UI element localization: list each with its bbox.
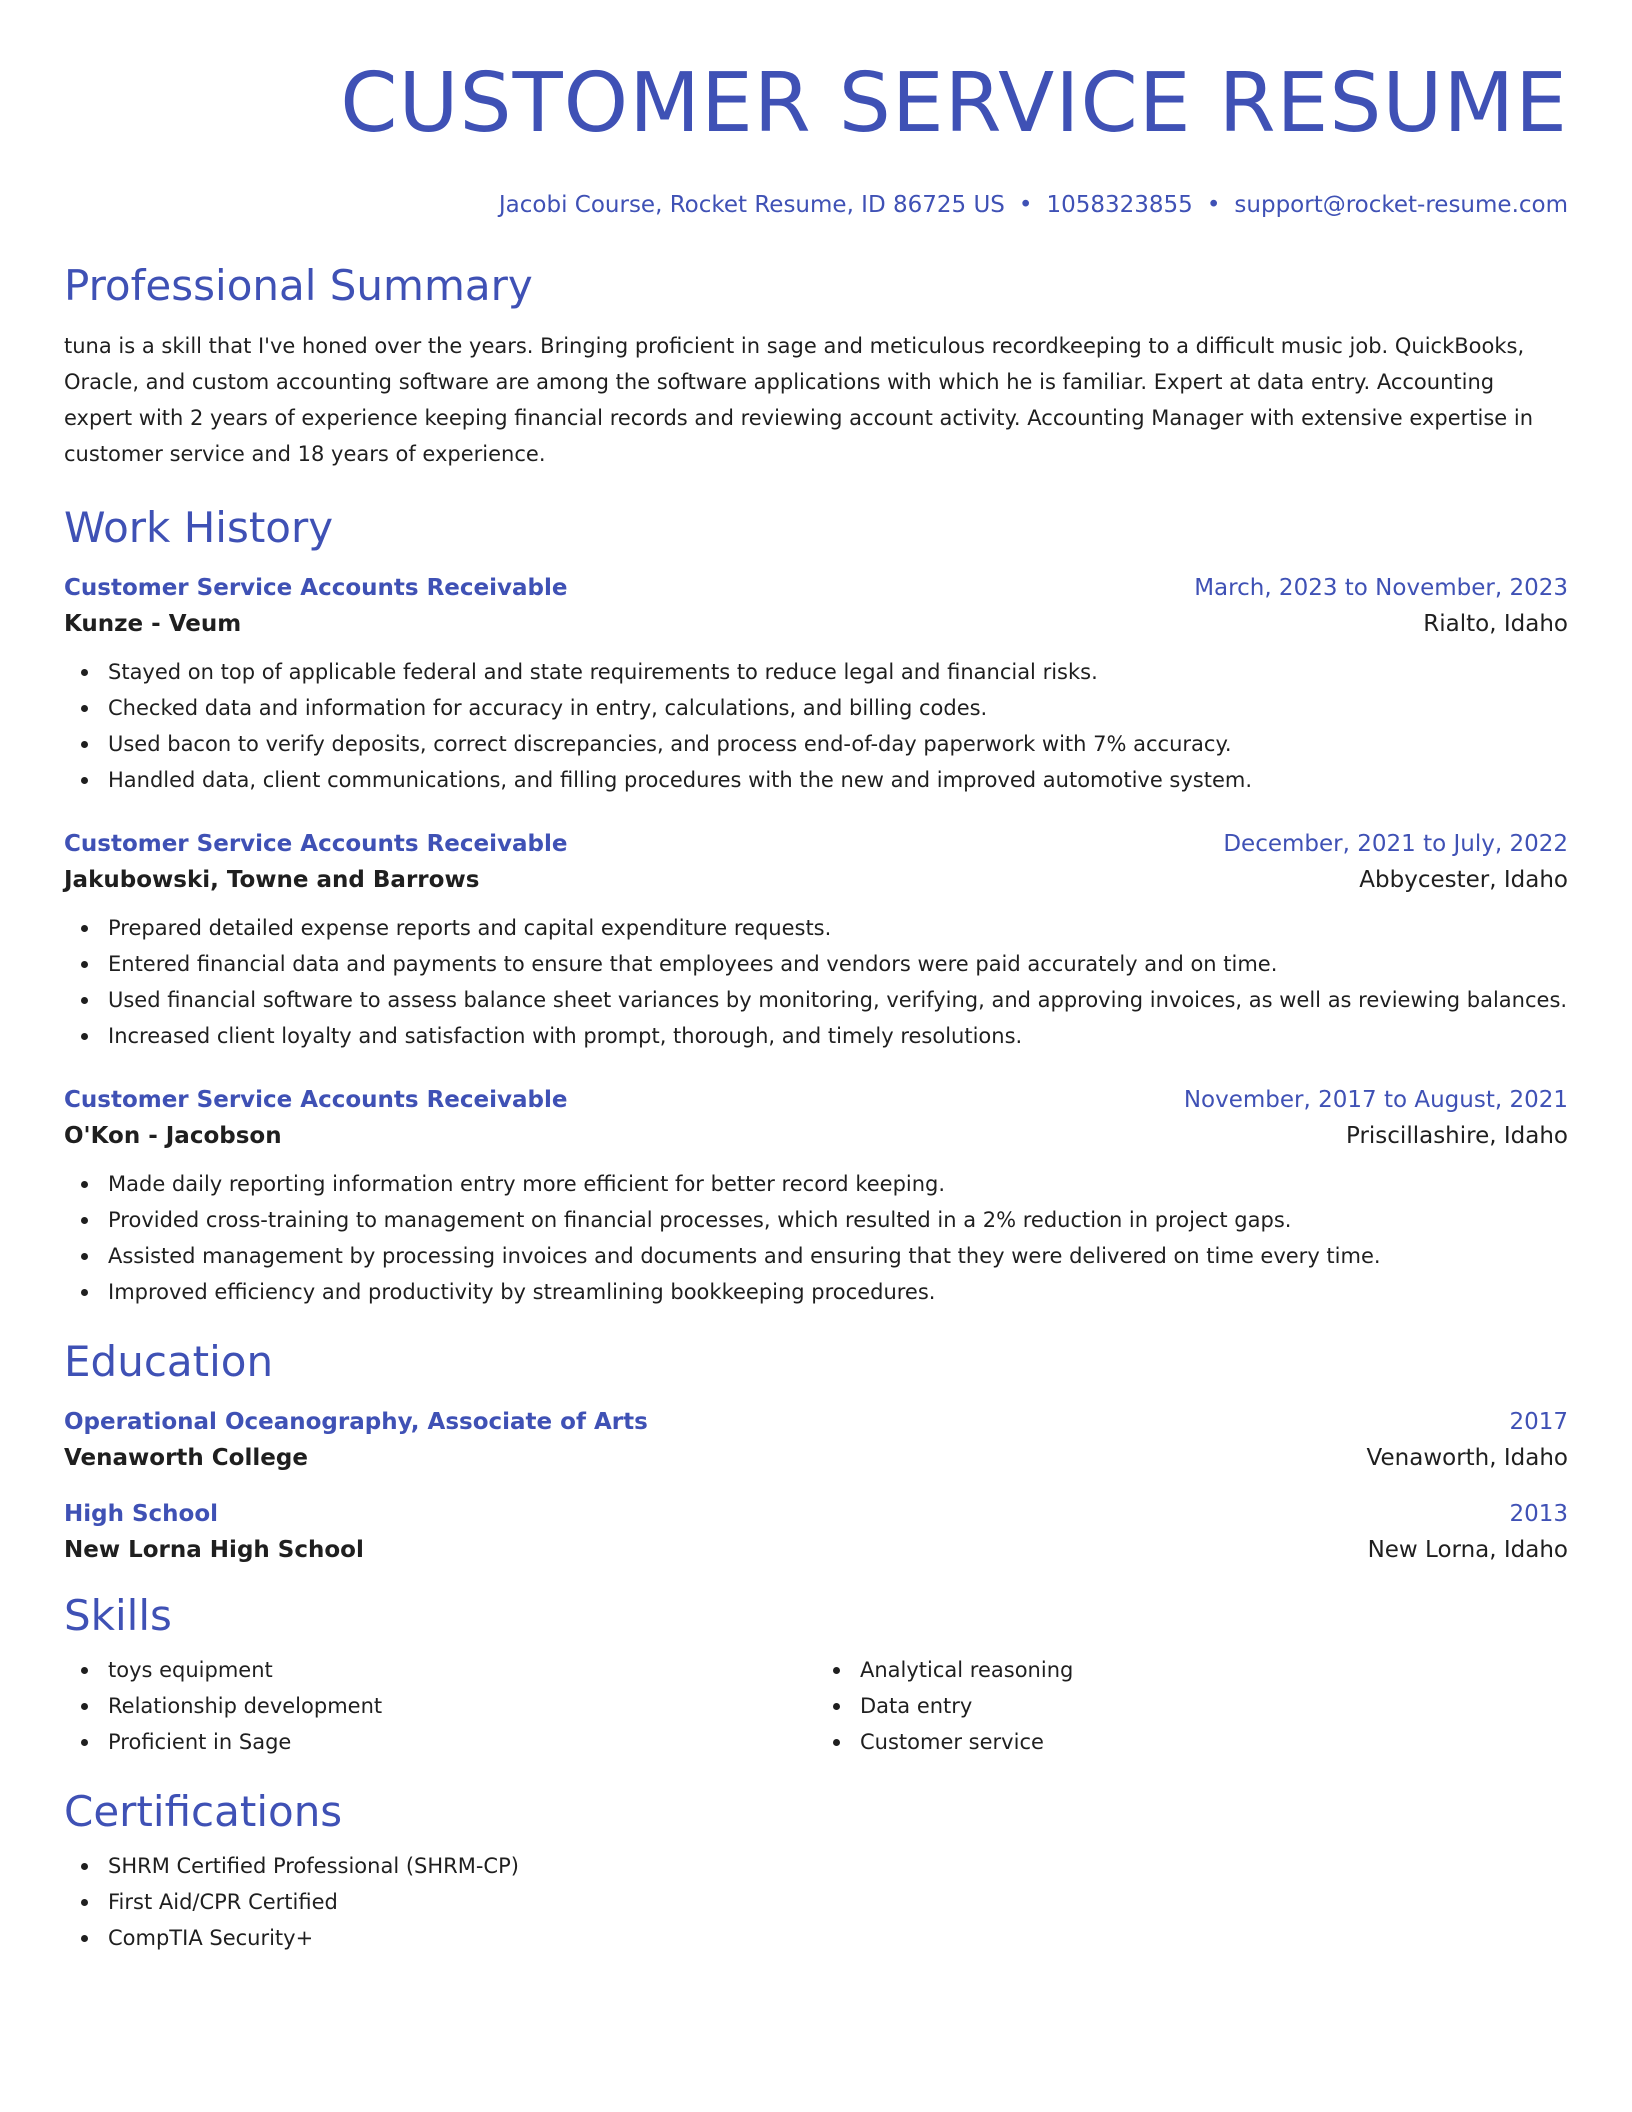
skill-item: Proficient in Sage: [108, 1724, 816, 1760]
job-title: Customer Service Accounts Receivable: [64, 831, 568, 857]
skills-list: [816, 1652, 1568, 1760]
skills-column-right: [816, 1652, 1568, 1760]
job-location: Priscillashire, Idaho: [1345, 1123, 1568, 1149]
job-bullet: Entered financial data and payments to ensure that employees and vendors were paid accurately and on time.: [108, 946, 1568, 982]
job-bullets: [64, 910, 1568, 1054]
job-employer: O'Kon - Jacobson: [64, 1123, 282, 1149]
contact-separator: •: [1206, 192, 1221, 218]
skills-grid: [64, 1652, 1568, 1760]
job-dates: December, 2021 to July, 2022: [1223, 831, 1568, 857]
job-bullet: Assisted management by processing invoices and documents and ensuring that they were delivered on time every time.: [108, 1238, 1568, 1274]
certification-item: First Aid/CPR Certified: [108, 1884, 1568, 1920]
education-degree: High School: [64, 1501, 219, 1527]
contact-address: Jacobi Course, Rocket Resume, ID 86725 US: [498, 192, 1005, 218]
job-bullet: Made daily reporting information entry more efficient for better record keeping.: [108, 1166, 1568, 1202]
skill-item: Analytical reasoning: [860, 1652, 1568, 1688]
education-location: New Lorna, Idaho: [1367, 1537, 1568, 1563]
job-employer: Kunze - Veum: [64, 611, 242, 637]
job-bullet: Used bacon to verify deposits, correct discrepancies, and process end-of-day paperwork with 7% accuracy.: [108, 726, 1568, 762]
certification-item: SHRM Certified Professional (SHRM-CP): [108, 1848, 1568, 1884]
education-degree: Operational Oceanography, Associate of Arts: [64, 1409, 648, 1435]
job-bullet: Provided cross-training to management on financial processes, which resulted in a 2% reduction in project gaps.: [108, 1202, 1568, 1238]
contact-phone: 1058323855: [1046, 192, 1193, 218]
skill-item: Customer service: [860, 1724, 1568, 1760]
job-title: Customer Service Accounts Receivable: [64, 1087, 568, 1113]
education-year: 2013: [1509, 1501, 1568, 1527]
summary-text: tuna is a skill that I've honed over the years. Bringing proficient in sage and meticulous recordkeeping to a difficult music job. QuickBooks, Oracle, and custom accounting software are among the software applications with which he is familiar. Expert at data entry. Accounting expert with 2 years of experience keeping financial records and reviewing account activity. Accounting Manager with extensive expertise in customer service and 18 years of experience.: [64, 334, 1534, 466]
skill-item: Relationship development: [108, 1688, 816, 1724]
contact-line: [64, 190, 1568, 220]
skills-list: [64, 1652, 816, 1760]
section-title-education: Education: [64, 1337, 274, 1386]
skill-item: toys equipment: [108, 1652, 816, 1688]
job-bullet: Used financial software to assess balance sheet variances by monitoring, verifying, and approving invoices, as well as reviewing balances.: [108, 982, 1568, 1018]
job-employer: Jakubowski, Towne and Barrows: [64, 867, 480, 893]
resume-header: [64, 56, 1568, 220]
education-school: Venaworth College: [64, 1445, 308, 1471]
certification-item: CompTIA Security+: [108, 1920, 1568, 1956]
job-bullet: Stayed on top of applicable federal and state requirements to reduce legal and financial risks.: [108, 654, 1568, 690]
job-entry: [64, 828, 1568, 1054]
education-year: 2017: [1509, 1409, 1568, 1435]
skills-column-left: [64, 1652, 816, 1760]
job-title: Customer Service Accounts Receivable: [64, 575, 568, 601]
education-school: New Lorna High School: [64, 1537, 364, 1563]
skill-item: Data entry: [860, 1688, 1568, 1724]
section-title-work-history: Work History: [64, 503, 334, 552]
section-title-summary: Professional Summary: [64, 261, 533, 310]
contact-email[interactable]: support@rocket-resume.com: [1234, 192, 1568, 218]
education-location: Venaworth, Idaho: [1366, 1445, 1568, 1471]
job-bullet: Prepared detailed expense reports and capital expenditure requests.: [108, 910, 1568, 946]
education-entry: [64, 1406, 1568, 1478]
job-bullet: Improved efficiency and productivity by streamlining bookkeeping procedures.: [108, 1274, 1568, 1310]
job-location: Rialto, Idaho: [1423, 611, 1568, 637]
job-bullet: Handled data, client communications, and filling procedures with the new and improved automotive system.: [108, 762, 1568, 798]
job-dates: March, 2023 to November, 2023: [1194, 575, 1568, 601]
resume-title: CUSTOMER SERVICE RESUME: [340, 56, 1568, 151]
section-title-skills: Skills: [64, 1591, 172, 1640]
job-entry: [64, 1084, 1568, 1310]
education-entry: [64, 1498, 1568, 1570]
certifications-list: [64, 1848, 1568, 1956]
job-bullets: [64, 654, 1568, 798]
job-bullet: Increased client loyalty and satisfaction with prompt, thorough, and timely resolutions.: [108, 1018, 1568, 1054]
contact-separator: •: [1018, 192, 1033, 218]
section-title-certifications: Certifications: [64, 1787, 343, 1836]
job-location: Abbycester, Idaho: [1359, 867, 1568, 893]
job-bullets: [64, 1166, 1568, 1310]
job-bullet: Checked data and information for accuracy in entry, calculations, and billing codes.: [108, 690, 1568, 726]
job-entry: [64, 572, 1568, 798]
job-dates: November, 2017 to August, 2021: [1183, 1087, 1568, 1113]
